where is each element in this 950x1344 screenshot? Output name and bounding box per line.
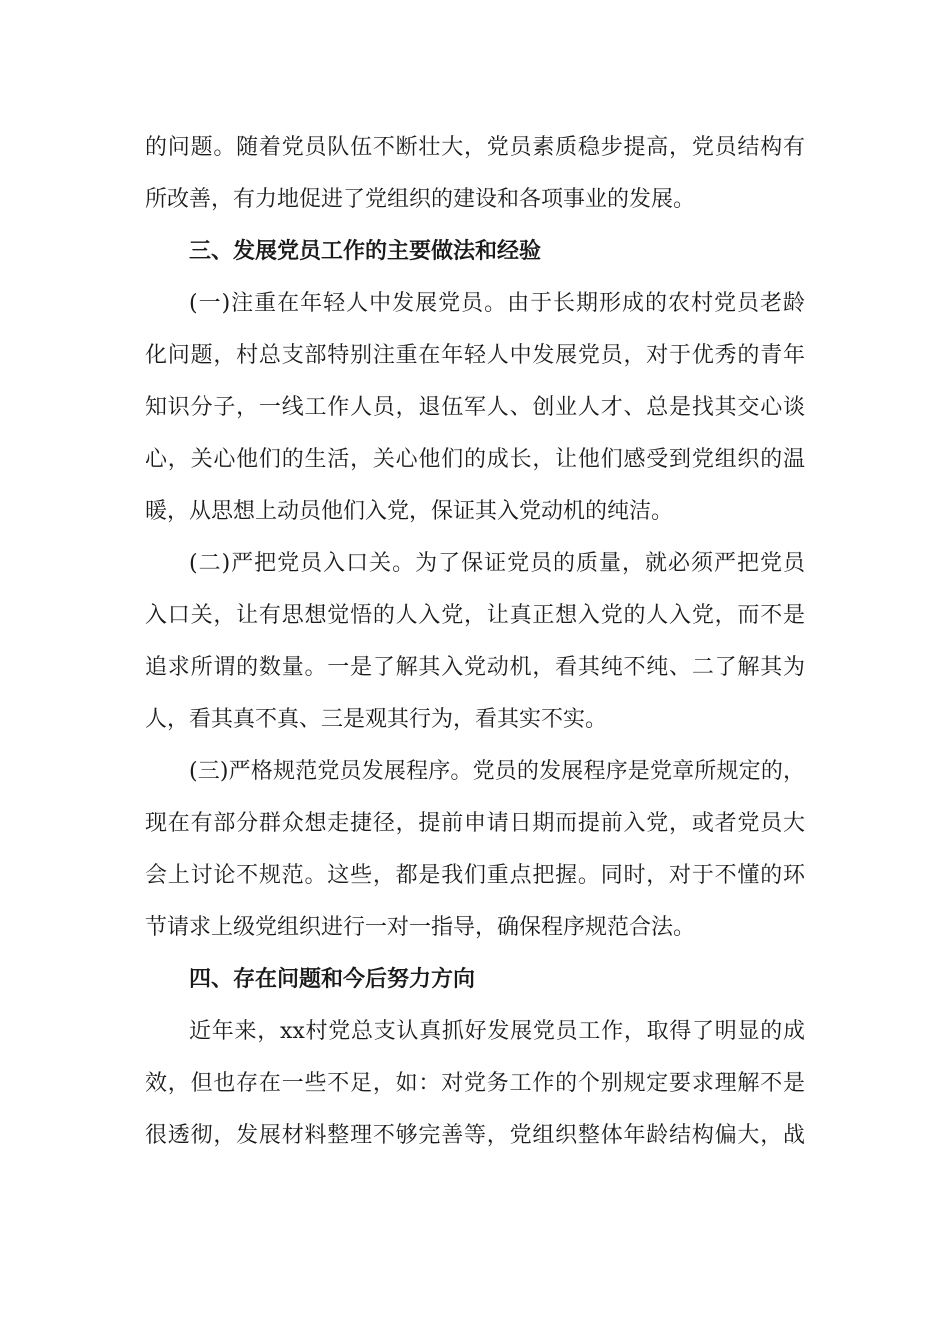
paragraph [145,278,805,538]
text-line: (二)严把党员入口关。为了保证党员的质量，就必须严把党员 [189,551,805,576]
document-page [145,122,805,1162]
paragraph [145,538,805,746]
text-line: 入口关，让有思想觉悟的人入党，让真正想入党的人入党，而不是 [145,603,805,628]
paragraph [145,746,805,954]
paragraph [145,122,805,226]
text-line: 的问题。随着党员队伍不断壮大，党员素质稳步提高，党员结构有 [145,135,805,160]
text-line: 近年来，xx村党总支认真抓好发展党员工作，取得了明显的成 [189,1019,805,1044]
text-line: 心，关心他们的生活，关心他们的成长，让他们感受到党组织的温 [145,447,805,472]
section-heading [145,226,805,278]
text-line: 知识分子，一线工作人员，退伍军人、创业人才、总是找其交心谈 [145,395,805,420]
paragraph [145,1006,805,1162]
text-line: (三)严格规范党员发展程序。党员的发展程序是党章所规定的， [189,759,805,784]
text-line: 会上讨论不规范。这些，都是我们重点把握。同时，对于不懂的环 [145,863,805,888]
section-heading [145,954,805,1006]
text-line: (一)注重在年轻人中发展党员。由于长期形成的农村党员老龄 [189,291,805,316]
text-line: 很透彻，发展材料整理不够完善等，党组织整体年龄结构偏大，战 [145,1123,805,1148]
text-line: 暖，从思想上动员他们入党，保证其入党动机的纯洁。 [145,499,674,524]
text-line: 追求所谓的数量。一是了解其入党动机，看其纯不纯、二了解其为 [145,655,805,680]
heading-text: 四、存在问题和今后努力方向 [189,967,476,992]
text-line: 人，看其真不真、三是观其行为，看其实不实。 [145,707,608,732]
text-line: 所改善，有力地促进了党组织的建设和各项事业的发展。 [145,187,696,212]
text-line: 现在有部分群众想走捷径，提前申请日期而提前入党，或者党员大 [145,811,805,836]
heading-text: 三、发展党员工作的主要做法和经验 [189,239,542,264]
text-line: 节请求上级党组织进行一对一指导，确保程序规范合法。 [145,915,696,940]
text-line: 化问题，村总支部特别注重在年轻人中发展党员，对于优秀的青年 [145,343,805,368]
text-line: 效，但也存在一些不足，如：对党务工作的个别规定要求理解不是 [145,1071,805,1096]
